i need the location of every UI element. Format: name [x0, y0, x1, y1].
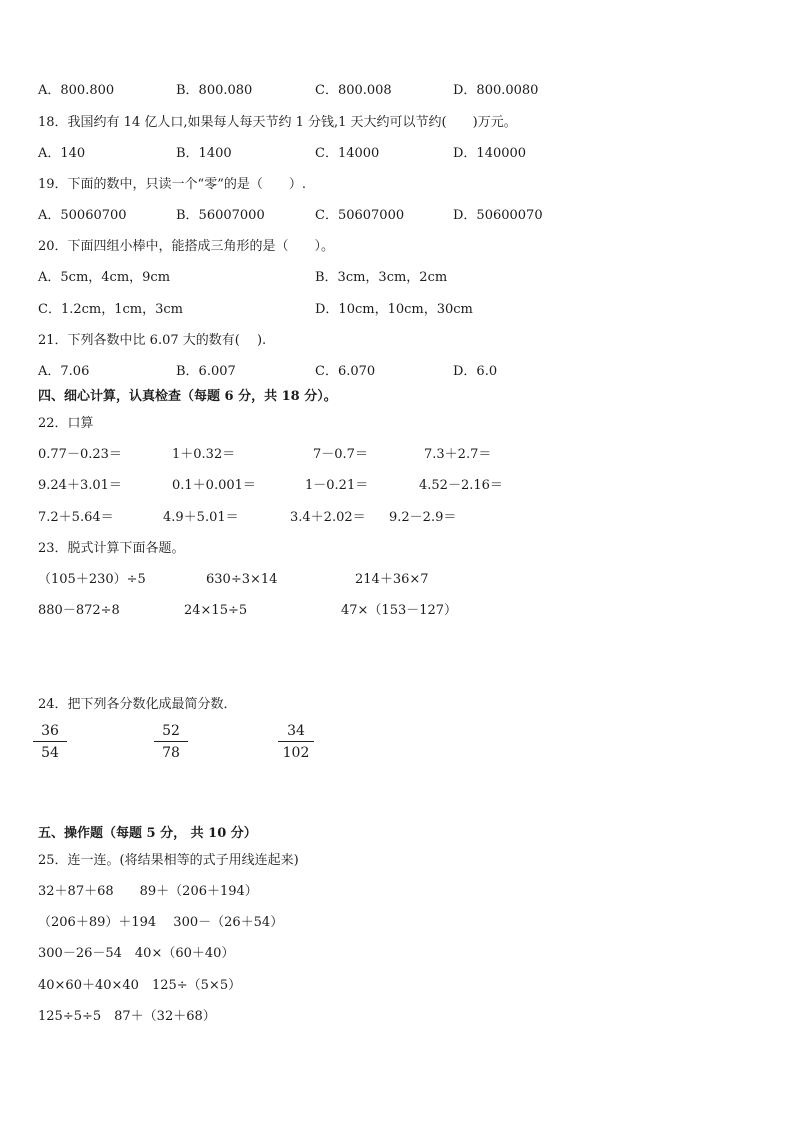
fraction — [33, 722, 67, 762]
q17-option-b: B．800.080 — [176, 83, 253, 98]
fraction-bar — [154, 741, 188, 742]
fraction-denominator: 54 — [41, 745, 59, 761]
q23-item: 630÷3×14 — [206, 572, 278, 587]
q17-option-c: C．800.008 — [315, 83, 392, 98]
q20-option-c: C．1.2cm，1cm，3cm — [38, 302, 183, 317]
fraction-numerator: 36 — [41, 723, 59, 739]
q18-option-d: D．140000 — [453, 146, 527, 161]
q22-stem: 22．口算 — [38, 416, 94, 431]
q22-item: 7.3＋2.7＝ — [424, 447, 492, 462]
q22-item: 9.2－2.9＝ — [389, 510, 457, 525]
q22-item: 0.1＋0.001＝ — [172, 478, 256, 493]
q24-stem: 24．把下列各分数化成最简分数． — [38, 697, 237, 712]
fraction-bar — [278, 741, 314, 742]
section-5-title: 五、操作题（每题 5 分， 共 10 分） — [38, 826, 257, 841]
fraction-denominator: 78 — [162, 745, 180, 761]
q20-option-d: D．10cm，10cm，30cm — [315, 302, 473, 317]
q17-option-a: A．800.800 — [38, 83, 115, 98]
q21-option-d: D．6.0 — [453, 364, 498, 379]
q23-item: 47×（153－127） — [341, 603, 458, 618]
q22-item: 1＋0.32＝ — [172, 447, 236, 462]
fraction — [154, 722, 188, 762]
q25-line: （206＋89）＋194 300－（26＋54） — [38, 915, 284, 930]
q25-line: 125÷5÷5 87＋（32＋68） — [38, 1009, 216, 1024]
q25-stem: 25．连一连。(将结果相等的式子用线连起来) — [38, 853, 299, 868]
q18-option-a: A．140 — [38, 146, 86, 161]
q23-item: 24×15÷5 — [184, 603, 248, 618]
fraction-bar — [33, 741, 67, 742]
q23-item: 880－872÷8 — [38, 603, 120, 618]
q22-item: 0.77－0.23＝ — [38, 447, 122, 462]
q18-option-c: C．14000 — [315, 146, 380, 161]
q17-option-d: D．800.0080 — [453, 83, 539, 98]
q25-line: 40×60＋40×40 125÷（5×5） — [38, 978, 242, 993]
q18-stem: 18．我国约有 14 亿人口,如果每人每天节约 1 分钱,1 天大约可以节约( )万元。 — [38, 115, 517, 130]
q21-option-a: A．7.06 — [38, 364, 90, 379]
q19-option-c: C．50607000 — [315, 208, 405, 223]
q22-item: 4.52－2.16＝ — [419, 478, 503, 493]
q22-item: 3.4＋2.02＝ — [290, 510, 366, 525]
q21-stem: 21．下列各数中比 6.07 大的数有( ). — [38, 333, 267, 348]
q21-option-b: B．6.007 — [176, 364, 236, 379]
q19-option-b: B．56007000 — [176, 208, 265, 223]
q25-line: 300－26－54 40×（60＋40） — [38, 946, 235, 961]
q21-option-c: C．6.070 — [315, 364, 376, 379]
fraction — [278, 722, 314, 762]
q19-stem: 19．下面的数中，只读一个“零”的是（ ）. — [38, 177, 306, 192]
q22-item: 7.2＋5.64＝ — [38, 510, 114, 525]
q22-item: 1－0.21＝ — [305, 478, 369, 493]
q23-item: （105＋230）÷5 — [38, 572, 146, 587]
q20-option-a: A．5cm，4cm，9cm — [38, 270, 171, 285]
fraction-numerator: 52 — [162, 723, 180, 739]
q20-option-b: B．3cm，3cm，2cm — [315, 270, 448, 285]
q20-stem: 20．下面四组小棒中，能搭成三角形的是（ ）。 — [38, 239, 335, 254]
q25-line: 32＋87＋68 89＋（206＋194） — [38, 884, 258, 899]
q22-item: 4.9＋5.01＝ — [163, 510, 239, 525]
q22-item: 9.24＋3.01＝ — [38, 478, 122, 493]
fraction-denominator: 102 — [282, 745, 310, 761]
q19-option-d: D．50600070 — [453, 208, 543, 223]
q19-option-a: A．50060700 — [38, 208, 127, 223]
q23-stem: 23．脱式计算下面各题。 — [38, 541, 185, 556]
q23-item: 214＋36×7 — [355, 572, 429, 587]
q18-option-b: B．1400 — [176, 146, 232, 161]
section-4-title: 四、细心计算，认真检查（每题 6 分，共 18 分）。 — [38, 389, 337, 404]
fraction-numerator: 34 — [287, 723, 305, 739]
q22-item: 7－0.7＝ — [313, 447, 368, 462]
